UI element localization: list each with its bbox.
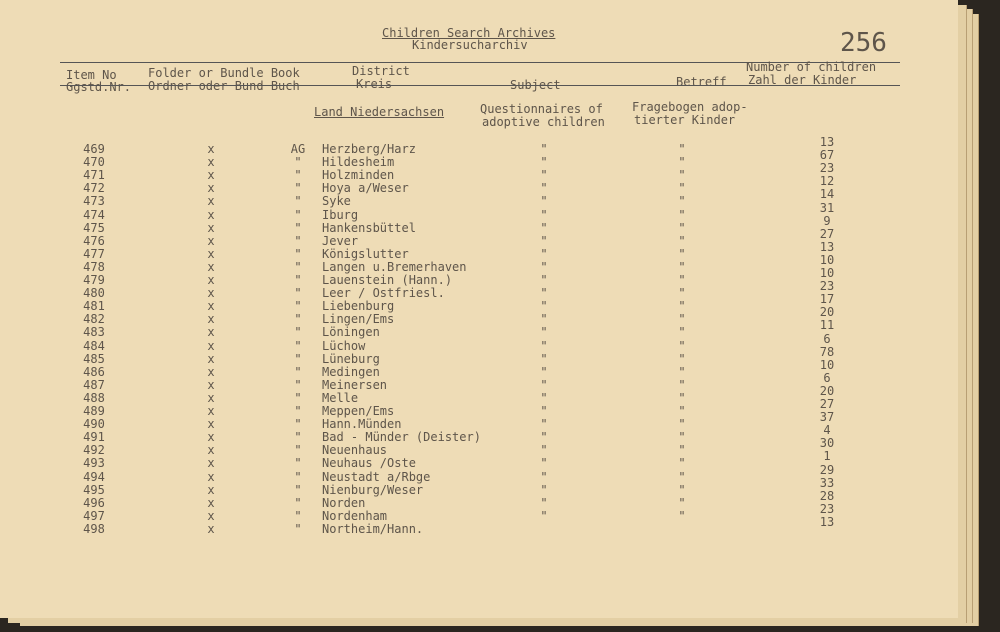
subject-ditto: " (540, 325, 548, 340)
item-number: 490 (83, 417, 105, 432)
child-count: 20 (819, 383, 835, 398)
folder-mark: x (207, 404, 215, 418)
betreff-ditto: " (678, 351, 686, 366)
betreff-ditto: " (678, 417, 686, 432)
district-name: Nordenham (322, 508, 388, 523)
book-code: " (294, 181, 302, 196)
district-name: Meinersen (322, 377, 388, 392)
item-number: 496 (83, 495, 105, 510)
child-count-row (0, 477, 958, 490)
child-count: 31 (819, 200, 835, 215)
betreff-ditto: " (678, 299, 686, 314)
item-number: 479 (83, 273, 105, 287)
betreff-ditto: " (678, 456, 686, 471)
district-name: Lauenstein (Hann.) (322, 273, 453, 287)
child-count-row (0, 267, 958, 280)
item-number: 495 (83, 482, 105, 497)
folder-mark: x (207, 495, 215, 510)
item-number: 482 (83, 312, 105, 327)
child-count: 14 (819, 187, 835, 202)
subject-ditto: " (540, 351, 548, 366)
district-name: Hoya a/Weser (322, 181, 409, 196)
child-count: 6 (823, 331, 831, 346)
betreff-ditto: " (678, 508, 686, 523)
folder-mark: x (207, 469, 215, 484)
district-name: Liebenburg (322, 299, 395, 314)
col-folder-en: Folder or Bundle Book (148, 66, 300, 80)
district-name: Neuenhaus (322, 443, 388, 458)
item-number: 493 (83, 456, 105, 471)
betreff-ditto: " (678, 181, 686, 196)
child-count-row (0, 411, 958, 424)
child-count: 11 (819, 318, 835, 333)
district-name: Lingen/Ems (322, 312, 395, 327)
child-count: 9 (823, 213, 831, 228)
subject-ditto: " (540, 155, 548, 170)
book-code: " (294, 469, 302, 484)
folder-mark: x (207, 312, 215, 327)
child-count: 20 (819, 305, 835, 320)
district-name: Langen u.Bremerhaven (322, 259, 467, 274)
header-rule-bottom (60, 85, 900, 86)
book-code: " (294, 443, 302, 458)
section-subject-en-1: Questionnaires of (480, 102, 603, 116)
child-count-row (0, 293, 958, 306)
child-count: 78 (819, 344, 835, 359)
folder-mark: x (207, 299, 215, 314)
col-item-de: Ggstd.Nr. (66, 80, 132, 94)
betreff-ditto: " (678, 142, 686, 156)
district-name: Nienburg/Weser (322, 482, 424, 497)
district-name: Jever (322, 233, 359, 248)
book-code: " (294, 390, 302, 405)
child-count-row (0, 490, 958, 503)
child-count-row (0, 149, 958, 162)
district-name: Syke (322, 194, 351, 209)
folder-mark: x (207, 338, 215, 353)
subject-ditto: " (540, 299, 548, 314)
child-count-row (0, 424, 958, 437)
subject-ditto: " (540, 404, 548, 418)
betreff-ditto: " (678, 194, 686, 209)
col-district-de: Kreis (356, 77, 393, 91)
book-code: " (294, 482, 302, 497)
child-count-row (0, 385, 958, 398)
district-name: Neustadt a/Rbge (322, 469, 431, 484)
book-code: " (294, 521, 302, 536)
child-count: 13 (819, 514, 835, 529)
book-code: " (294, 404, 302, 418)
subject-ditto: " (540, 259, 548, 274)
subject-ditto: " (540, 469, 548, 484)
betreff-ditto: " (678, 495, 686, 510)
district-name: Königslutter (322, 246, 409, 261)
book-code: " (294, 168, 302, 183)
item-number: 483 (83, 325, 105, 340)
section-subject-en-2: adoptive children (482, 115, 605, 129)
district-name: Medingen (322, 364, 380, 379)
district-name: Hankensbüttel (322, 220, 416, 235)
district-name: Hann.Münden (322, 417, 402, 432)
item-number: 485 (83, 351, 105, 366)
subject-ditto: " (540, 286, 548, 301)
child-count: 1 (823, 449, 831, 464)
betreff-ditto: " (678, 312, 686, 327)
book-code: " (294, 430, 302, 445)
item-number: 478 (83, 259, 105, 274)
col-subject: Subject (510, 78, 561, 92)
subject-ditto: " (540, 456, 548, 471)
district-name: Neuhaus /Oste (322, 456, 416, 471)
child-count: 13 (819, 135, 835, 149)
document-subtitle: Kindersucharchiv (412, 38, 528, 52)
folder-mark: x (207, 259, 215, 274)
book-code: " (294, 417, 302, 432)
child-count: 23 (819, 161, 835, 176)
betreff-ditto: " (678, 364, 686, 379)
subject-ditto: " (540, 142, 548, 156)
folder-mark: x (207, 286, 215, 301)
item-number: 471 (83, 168, 105, 183)
subject-ditto: " (540, 181, 548, 196)
subject-ditto: " (540, 430, 548, 445)
book-code: " (294, 508, 302, 523)
folder-mark: x (207, 390, 215, 405)
item-number: 481 (83, 299, 105, 314)
book-code: " (294, 456, 302, 471)
folder-mark: x (207, 351, 215, 366)
child-count: 23 (819, 279, 835, 294)
district-name: Meppen/Ems (322, 404, 395, 418)
folder-mark: x (207, 430, 215, 445)
item-number: 472 (83, 181, 105, 196)
subject-ditto: " (540, 417, 548, 432)
folder-mark: x (207, 521, 215, 536)
district-name: Herzberg/Harz (322, 142, 416, 156)
folder-mark: x (207, 194, 215, 209)
child-count: 17 (819, 292, 835, 307)
book-code: " (294, 312, 302, 327)
child-count: 23 (819, 501, 835, 516)
subject-ditto: " (540, 338, 548, 353)
betreff-ditto: " (678, 469, 686, 484)
book-code: " (294, 220, 302, 235)
child-count-row (0, 319, 958, 332)
subject-ditto: " (540, 390, 548, 405)
folder-mark: x (207, 456, 215, 471)
betreff-ditto: " (678, 246, 686, 261)
book-code: " (294, 351, 302, 366)
folder-mark: x (207, 220, 215, 235)
child-count: 37 (819, 410, 835, 425)
item-number: 477 (83, 246, 105, 261)
item-number: 469 (83, 142, 105, 156)
book-code: " (294, 286, 302, 301)
betreff-ditto: " (678, 443, 686, 458)
subject-ditto: " (540, 443, 548, 458)
betreff-ditto: " (678, 207, 686, 222)
child-count: 33 (819, 475, 835, 490)
folder-mark: x (207, 181, 215, 196)
folder-mark: x (207, 168, 215, 183)
folder-mark: x (207, 155, 215, 170)
item-number: 488 (83, 390, 105, 405)
district-name: Löningen (322, 325, 380, 340)
document-title: Children Search Archives (382, 26, 556, 40)
child-count: 10 (819, 357, 835, 372)
betreff-ditto: " (678, 377, 686, 392)
child-count-row (0, 254, 958, 267)
item-number: 484 (83, 338, 105, 353)
item-number: 473 (83, 194, 105, 209)
book-code: " (294, 233, 302, 248)
subject-ditto: " (540, 220, 548, 235)
child-count: 10 (819, 266, 835, 280)
subject-ditto: " (540, 194, 548, 209)
col-number-en: Number of children (746, 60, 877, 74)
child-count-row (0, 306, 958, 319)
book-code: " (294, 273, 302, 287)
item-number: 498 (83, 521, 105, 536)
child-count-row (0, 346, 958, 359)
col-item-en: Item No (66, 68, 117, 82)
child-count: 4 (823, 423, 831, 438)
item-number: 480 (83, 286, 105, 301)
book-code: " (294, 495, 302, 510)
subject-ditto: " (540, 364, 548, 379)
child-count-row (0, 162, 958, 175)
child-count-row (0, 437, 958, 450)
subject-ditto: " (540, 246, 548, 261)
betreff-ditto: " (678, 286, 686, 301)
child-count: 27 (819, 397, 835, 411)
child-count-row (0, 136, 958, 149)
item-number: 492 (83, 443, 105, 458)
subject-ditto: " (540, 312, 548, 327)
child-count: 6 (823, 370, 831, 385)
folder-mark: x (207, 142, 215, 156)
item-number: 491 (83, 430, 105, 445)
child-count-row (0, 202, 958, 215)
item-number: 475 (83, 220, 105, 235)
child-count: 30 (819, 436, 835, 451)
district-name: Bad - Münder (Deister) (322, 430, 481, 445)
subject-ditto: " (540, 482, 548, 497)
district-name: Iburg (322, 207, 359, 222)
subject-ditto: " (540, 508, 548, 523)
section-subject-de-1: Fragebogen adop- (632, 100, 748, 114)
col-folder-de: Ordner oder Bund Buch (148, 79, 300, 93)
district-name: Norden (322, 495, 366, 510)
betreff-ditto: " (678, 155, 686, 170)
child-count: 28 (819, 488, 835, 503)
child-count-row (0, 175, 958, 188)
folder-mark: x (207, 443, 215, 458)
folder-mark: x (207, 246, 215, 261)
subject-ditto: " (540, 207, 548, 222)
child-count-row (0, 372, 958, 385)
child-count: 13 (819, 239, 835, 254)
item-number: 470 (83, 155, 105, 170)
district-name: Northeim/Hann. (322, 521, 424, 536)
item-number: 476 (83, 233, 105, 248)
page-number: 256 (840, 28, 887, 58)
betreff-ditto: " (678, 220, 686, 235)
book-code: " (294, 338, 302, 353)
child-count-row (0, 215, 958, 228)
child-count-row (0, 503, 958, 516)
book-code: " (294, 246, 302, 261)
betreff-ditto: " (678, 390, 686, 405)
district-name: Leer / Ostfriesl. (322, 286, 445, 301)
col-district-en: District (352, 64, 410, 78)
child-count: 10 (819, 252, 835, 267)
child-count-row (0, 188, 958, 201)
book-code: " (294, 194, 302, 209)
book-code: AG (290, 142, 306, 156)
folder-mark: x (207, 207, 215, 222)
subject-ditto: " (540, 495, 548, 510)
folder-mark: x (207, 417, 215, 432)
book-code: " (294, 364, 302, 379)
child-count-row (0, 228, 958, 241)
folder-mark: x (207, 377, 215, 392)
item-number: 489 (83, 404, 105, 418)
folder-mark: x (207, 233, 215, 248)
district-name: Melle (322, 390, 359, 405)
book-code: " (294, 155, 302, 170)
child-count: 12 (819, 174, 835, 189)
folder-mark: x (207, 508, 215, 523)
betreff-ditto: " (678, 338, 686, 353)
betreff-ditto: " (678, 273, 686, 287)
betreff-ditto: " (678, 259, 686, 274)
folder-mark: x (207, 482, 215, 497)
book-code: " (294, 377, 302, 392)
child-count-row (0, 398, 958, 411)
subject-ditto: " (540, 273, 548, 287)
child-count: 29 (819, 462, 835, 477)
col-betreff: Betreff (676, 75, 727, 89)
betreff-ditto: " (678, 233, 686, 248)
child-count-row (0, 280, 958, 293)
district-name: Holzminden (322, 168, 395, 183)
section-subject-de-2: tierter Kinder (634, 113, 736, 127)
subject-ditto: " (540, 168, 548, 183)
district-name: Lüchow (322, 338, 366, 353)
betreff-ditto: " (678, 325, 686, 340)
betreff-ditto: " (678, 404, 686, 418)
district-name: Lüneburg (322, 351, 380, 366)
subject-ditto: " (540, 233, 548, 248)
folder-mark: x (207, 273, 215, 287)
item-number: 497 (83, 508, 105, 523)
book-code: " (294, 207, 302, 222)
betreff-ditto: " (678, 482, 686, 497)
section-land: Land Niedersachsen (314, 105, 445, 119)
child-count-row (0, 464, 958, 477)
folder-mark: x (207, 325, 215, 340)
betreff-ditto: " (678, 430, 686, 445)
betreff-ditto: " (678, 168, 686, 183)
district-name: Hildesheim (322, 155, 395, 170)
subject-ditto: " (540, 377, 548, 392)
item-number: 486 (83, 364, 105, 379)
book-code: " (294, 299, 302, 314)
child-count-row (0, 450, 958, 463)
child-count-row (0, 333, 958, 346)
item-number: 487 (83, 377, 105, 392)
child-count: 67 (819, 148, 835, 163)
col-number-de: Zahl der Kinder (748, 73, 857, 87)
book-code: " (294, 259, 302, 274)
child-count: 27 (819, 226, 835, 241)
child-count-row (0, 241, 958, 254)
folder-mark: x (207, 364, 215, 379)
child-count-row (0, 516, 958, 529)
item-number: 494 (83, 469, 105, 484)
child-count-row (0, 359, 958, 372)
item-number: 474 (83, 207, 105, 222)
book-code: " (294, 325, 302, 340)
